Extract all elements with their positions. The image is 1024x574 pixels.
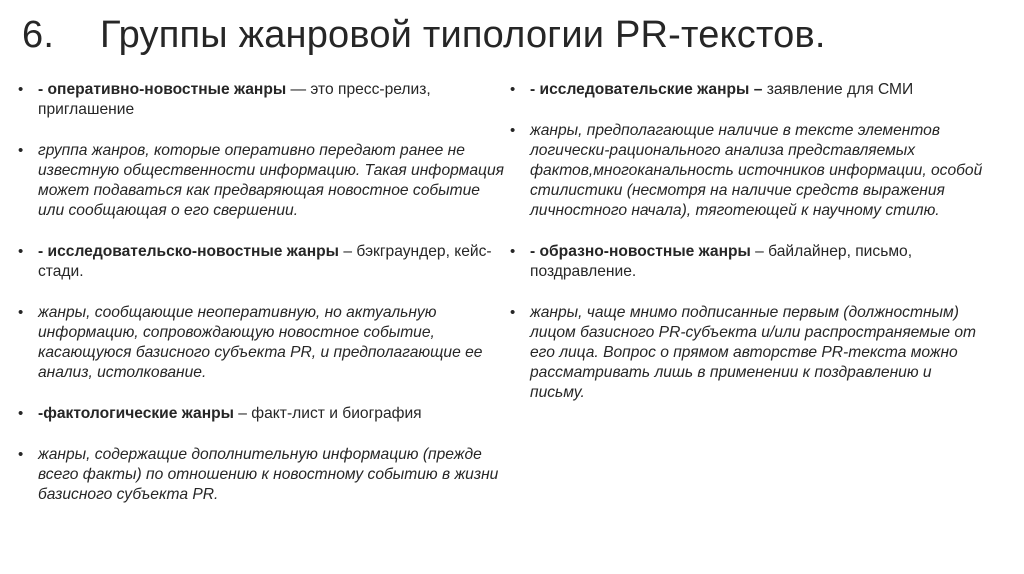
genre-examples: – байлайнер, письмо, поздравление. xyxy=(530,243,913,280)
list-item xyxy=(510,80,990,100)
list-item xyxy=(18,141,508,221)
genre-examples: – бэкграундер, кейс-стади. xyxy=(38,243,492,280)
bullet-icon: • xyxy=(18,304,24,321)
genre-description: группа жанров, которые оперативно передают ранее не известную общественности информацию. Такая информация может подаваться как предваряющая новостное событие или сообщающая о его свершении. xyxy=(38,142,504,219)
title-number: 6. xyxy=(22,14,55,56)
bullet-icon: • xyxy=(510,122,516,139)
bullet-icon: • xyxy=(510,243,516,260)
genre-heading: - оперативно-новостные жанры xyxy=(38,81,287,98)
left-column xyxy=(18,80,508,526)
title-text: Группы жанровой типологии PR-текстов. xyxy=(100,14,826,56)
list-item xyxy=(18,445,508,505)
list-item xyxy=(18,80,508,120)
bullet-icon: • xyxy=(510,81,516,98)
list-item xyxy=(18,404,508,424)
right-bullet-list xyxy=(510,80,990,403)
genre-description: жанры, чаще мнимо подписанные первым (должностным) лицом базисного PR-субъекта и/или распространяемые от его лица. Вопрос о прямом авторстве PR-текста можно рассматривать лишь в применении к поздравлению и письму. xyxy=(530,304,976,401)
genre-examples: – факт-лист и биография xyxy=(233,405,422,422)
list-item xyxy=(510,303,990,403)
genre-description: жанры, сообщающие неоперативную, но актуальную информацию, сопровождающую новостное событие, касающуюся базисного субъекта PR, и предполагающие ее анализ, истолкование. xyxy=(38,304,483,381)
list-item xyxy=(510,121,990,221)
right-column xyxy=(510,80,990,424)
genre-heading: - образно-новостные жанры xyxy=(530,243,751,260)
bullet-icon: • xyxy=(18,142,24,159)
list-item xyxy=(18,303,508,383)
bullet-icon: • xyxy=(18,81,24,98)
left-bullet-list xyxy=(18,80,508,505)
genre-examples: заявление для СМИ xyxy=(762,81,914,98)
list-item xyxy=(510,242,990,282)
slide-title xyxy=(22,14,826,57)
genre-description: жанры, содержащие дополнительную информацию (прежде всего факты) по отношению к новостному событию в жизни базисного субъекта PR. xyxy=(38,446,499,503)
genre-heading: - исследовательско-новостные жанры xyxy=(38,243,339,260)
genre-examples: — это пресс-релиз, приглашение xyxy=(38,81,431,118)
bullet-icon: • xyxy=(18,243,24,260)
genre-heading: - исследовательские жанры – xyxy=(530,81,763,98)
genre-description: жанры, предполагающие наличие в тексте элементов логически-рационального анализа представляемых фактов,многоканальность источников информации, особой стилистики (несмотря на наличие средств выражения личностного начала), тяготеющей к научному стилю. xyxy=(530,122,983,219)
bullet-icon: • xyxy=(510,304,516,321)
genre-heading: -фактологические жанры xyxy=(38,405,234,422)
list-item xyxy=(18,242,508,282)
bullet-icon: • xyxy=(18,405,24,422)
bullet-icon: • xyxy=(18,446,24,463)
